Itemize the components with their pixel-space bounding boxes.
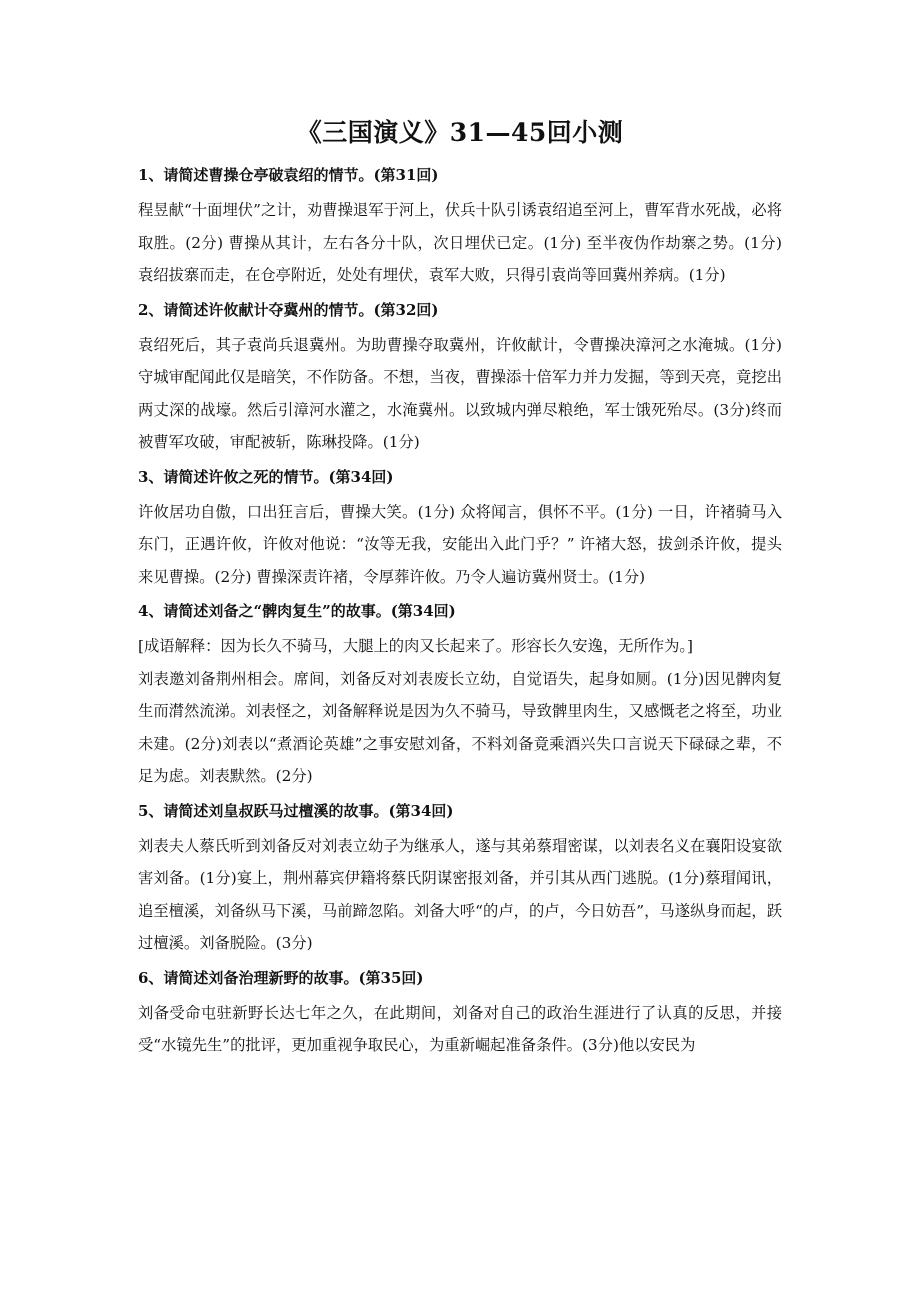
- idiom-explanation: [成语解释：因为长久不骑马，大腿上的肉又长起来了。形容长久安逸，无所作为。]: [138, 637, 693, 655]
- answer-paragraph: 袁绍死后，其子袁尚兵退冀州。为助曹操夺取冀州，许攸献计，令曹操决漳河之水淹城。(1分)守城审配闻此仅是暗笑，不作防备。不想，当夜，曹操添十倍军力并力发掘，等到天亮，竟挖出两丈深的战壕。然后引漳河水灌之，水淹冀州。以致城内弹尽粮绝，军士饿死殆尽。(3分)终而被曹军攻破，审配被斩，陈琳投降。(1分): [138, 335, 782, 451]
- document-page: [138, 116, 782, 1069]
- answer-paragraph: 刘备受命屯驻新野长达七年之久，在此期间，刘备对自己的政治生涯进行了认真的反思，并接受“水镜先生”的批评，更加重视争取民心，为重新崛起准备条件。(3分)他以安民为: [138, 1003, 782, 1054]
- question-heading: 5、请简述刘皇叔跃马过檀溪的故事。(第34回): [138, 801, 454, 820]
- question-heading: 1、请简述曹操仓亭破袁绍的情节。(第31回): [138, 166, 439, 184]
- question-1: [138, 164, 782, 292]
- question-heading: 3、请简述许攸之死的情节。(第34回): [138, 467, 394, 486]
- question-6: [138, 967, 782, 1062]
- question-3: [138, 466, 782, 594]
- answer-paragraph: 刘表邀刘备荆州相会。席间，刘备反对刘表废长立幼，自觉语失，起身如厕。(1分)因见髀肉复生而潸然流涕。刘表怪之，刘备解释说是因为久不骑马，导致髀里肉生，又感慨老之将至，功业未建。(2分)刘表以“煮酒论英雄”之事安慰刘备，不料刘备竟乘酒兴失口言说天下碌碌之辈，不足为虑。刘表默然。(2分): [138, 669, 782, 785]
- question-4: [138, 600, 782, 793]
- question-5: [138, 800, 782, 960]
- answer-paragraph: 许攸居功自傲，口出狂言后，曹操大笑。(1分) 众将闻言，俱怀不平。(1分) 一日，许褚骑马入东门，正遇许攸，许攸对他说：“汝等无我，安能出入此门乎？” 许褚大怒，拔剑杀许攸，提头来见曹操。(2分) 曹操深责许褚，令厚葬许攸。乃令人遍访冀州贤士。(1分): [138, 502, 782, 586]
- question-heading: 2、请简述许攸献计夺冀州的情节。(第32回): [138, 300, 439, 319]
- answer-paragraph: 刘表夫人蔡氏听到刘备反对刘表立幼子为继承人，遂与其弟蔡瑁密谋，以刘表名义在襄阳设宴欲害刘备。(1分)宴上，荆州幕宾伊籍将蔡氏阴谋密报刘备，并引其从西门逃脱。(1分)蔡瑁闻讯，追至檀溪，刘备纵马下溪，马前蹄忽陷。刘备大呼“的卢，的卢，今日妨吾”，马遂纵身而起，跃过檀溪。刘备脱险。(3分): [138, 836, 782, 952]
- question-heading: 6、请简述刘备治理新野的故事。(第35回): [138, 968, 424, 987]
- question-2: [138, 299, 782, 459]
- answer-paragraph: 程昱献“十面埋伏”之计，劝曹操退军于河上，伏兵十队引诱袁绍追至河上，曹军背水死战，必将取胜。(2分) 曹操从其计，左右各分十队，次日埋伏已定。(1分) 至半夜伪作劫寨之势。(1分) 袁绍拔寨而走，在仓亭附近，处处有埋伏，袁军大败，只得引袁尚等回冀州养病。(1分): [138, 201, 782, 284]
- question-heading: 4、请简述刘备之“髀肉复生”的故事。(第34回): [138, 602, 456, 620]
- page-title: 《三国演义》31—45回小测: [296, 118, 624, 147]
